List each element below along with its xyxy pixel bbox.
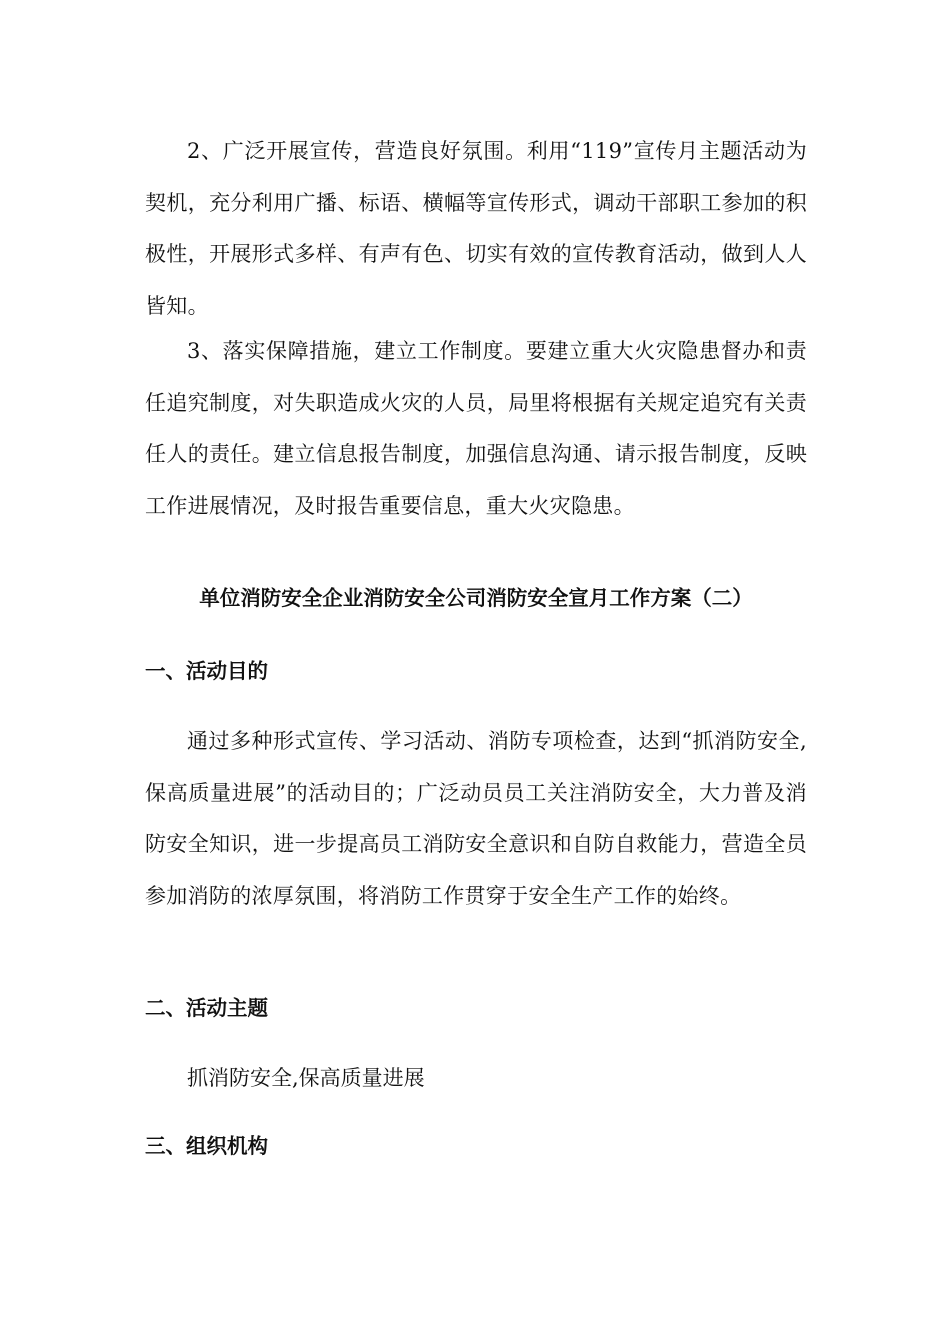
paragraph-goal: 通过多种形式宣传、学习活动、消防专项检查，达到“抓消防安全,保高质量进展”的活动目的；广泛动员员工关注消防安全，大力普及消防安全知识，进一步提高员工消防安全意识和自防自救能力，营造全员参加消防的浓厚氛围，将消防工作贯穿于安全生产工作的始终。	[145, 729, 807, 908]
section-heading-goal: 一、活动目的	[145, 659, 268, 683]
section-heading-theme: 二、活动主题	[145, 996, 268, 1020]
document-title: 单位消防安全企业消防安全公司消防安全宣月工作方案（二）	[199, 586, 753, 610]
paragraph-safeguards: 3、落实保障措施，建立工作制度。要建立重大火灾隐患督办和责任追究制度，对失职造成火灾的人员，局里将根据有关规定追究有关责任人的责任。建立信息报告制度，加强信息沟通、请示报告制度，反映工作进展情况，及时报告重要信息，重大火灾隐患。	[145, 339, 807, 518]
theme-text: 抓消防安全,保高质量进展	[187, 1066, 425, 1090]
paragraph-publicity: 2、广泛开展宣传，营造良好氛围。利用“119”宣传月主题活动为契机，充分利用广播、标语、横幅等宣传形式，调动干部职工参加的积极性，开展形式多样、有声有色、切实有效的宣传教育活动，做到人人皆知。	[145, 139, 807, 318]
section-heading-organization: 三、组织机构	[145, 1134, 268, 1158]
